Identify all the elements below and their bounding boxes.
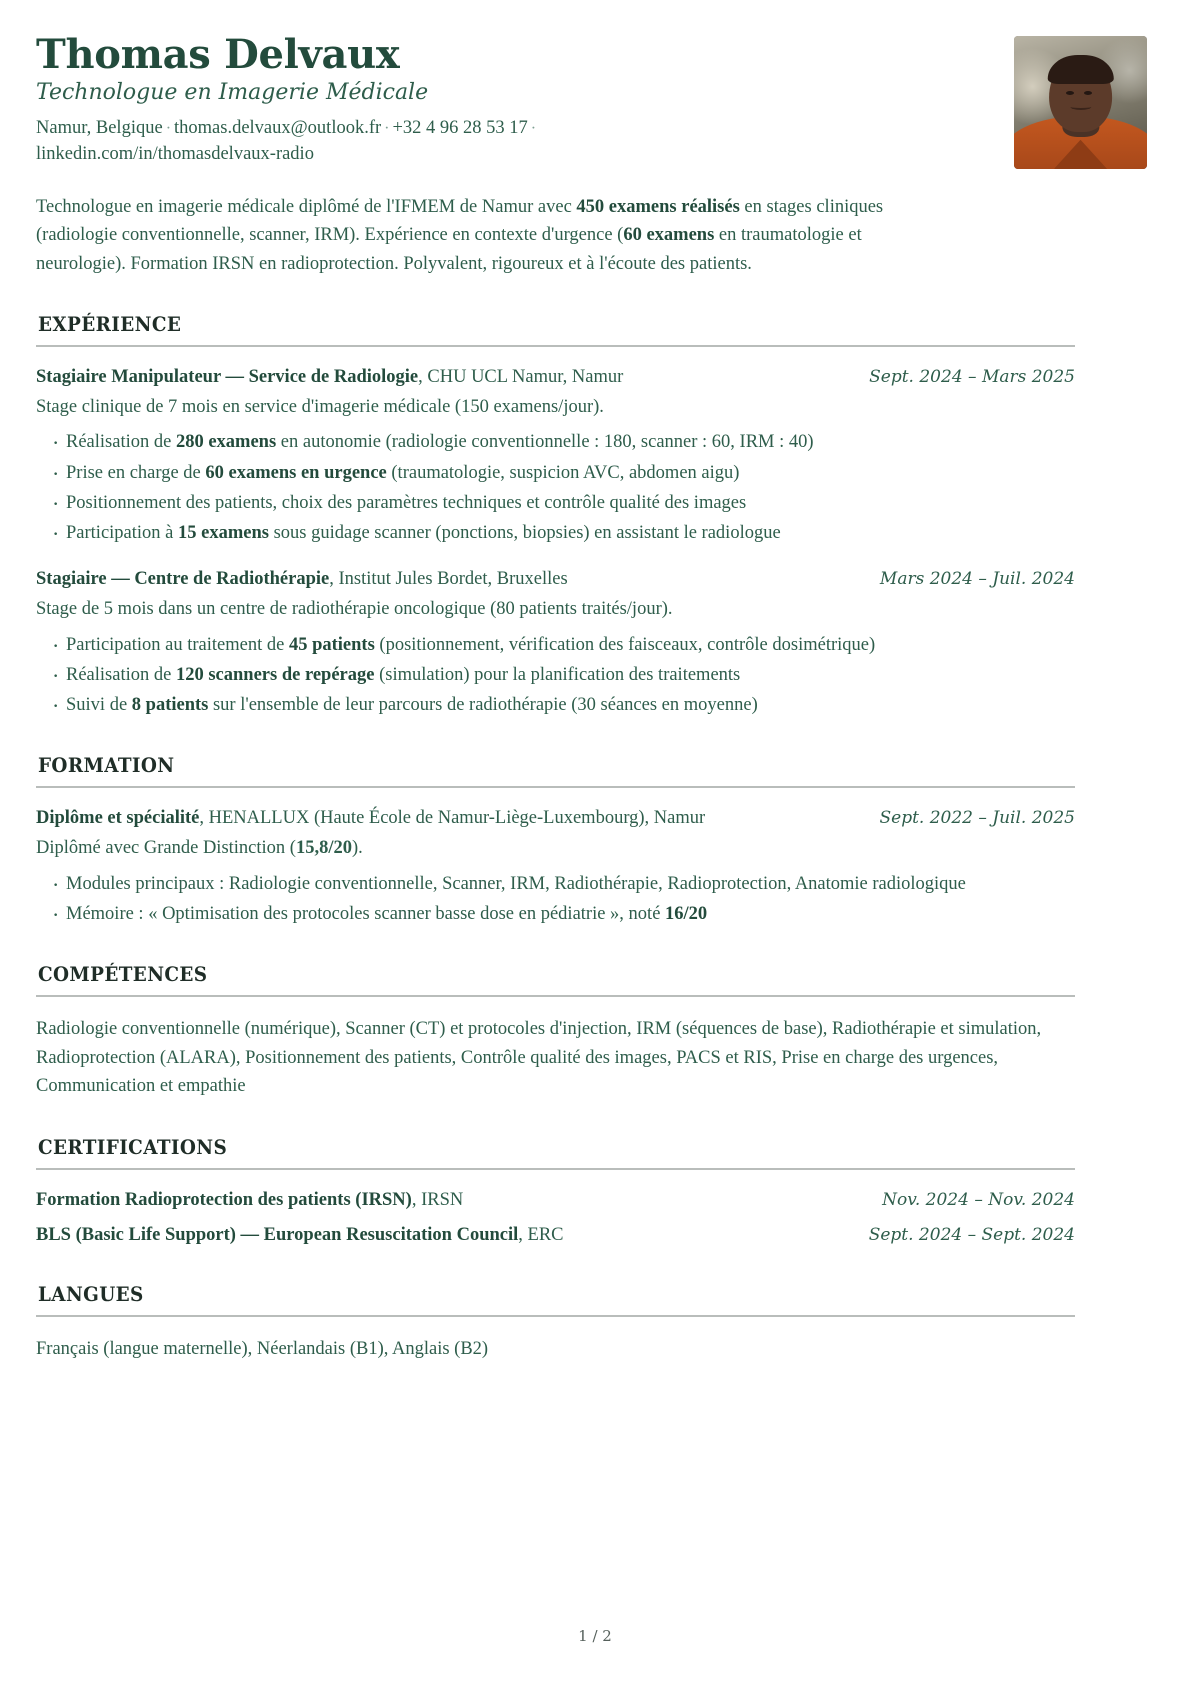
section-heading-languages: LANGUES <box>38 1281 144 1306</box>
bullet-text-pre: Mémoire : « Optimisation des protocoles scanner basse dose en pédiatrie », noté <box>66 903 666 924</box>
certification-name: BLS (Basic Life Support) — European Resuscitation Council <box>36 1224 519 1245</box>
photo-smile <box>1070 104 1091 111</box>
experience-bullet-list <box>36 631 1075 719</box>
section-languages <box>36 1282 1075 1364</box>
certification-issuer: , IRSN <box>411 1189 464 1210</box>
section-heading-certifications: CERTIFICATIONS <box>38 1134 228 1159</box>
bullet-highlight: 120 scanners de repérage <box>175 664 375 685</box>
skills-text: Radiologie conventionnelle (numérique), Scanner (CT) et protocoles d'injection, IRM (séquences de base), Radiothérapie et simulation, Radioprotection (ALARA), Positionnement des patients, Contrôle qualité des images, PACS et RIS, Prise en charge des urgences, Communication et empathie <box>36 1018 1042 1097</box>
education-entry <box>36 806 1075 928</box>
summary-text-2: en stages cliniques (radiologie conventionnelle, scanner, IRM). Expérience en contexte d'urgence ( <box>36 197 884 246</box>
contact-separator-1: · <box>165 119 172 137</box>
section-heading-experience: EXPÉRIENCE <box>38 311 182 336</box>
bullet-text-post: (positionnement, vérification des faisceaux, contrôle dosimétrique) <box>374 634 876 655</box>
summary-text-3: en traumatologie et neurologie). Formation IRSN en radioprotection. Polyvalent, rigoureux et à l'écoute des patients. <box>36 225 862 274</box>
summary-highlight-2: 60 examens <box>623 225 715 246</box>
experience-bullet-list <box>36 428 1075 546</box>
summary-text-1: Technologue en imagerie médicale diplômé de l'IFMEM de Namur avec <box>36 197 577 218</box>
list-item <box>36 661 1075 689</box>
bullet-highlight: 60 examens en urgence <box>205 462 387 483</box>
experience-entry <box>36 365 1075 547</box>
professional-summary <box>36 193 936 277</box>
bullet-text-pre: Participation à <box>66 522 178 543</box>
photo-eye-left <box>1066 91 1074 95</box>
list-item <box>36 631 1075 659</box>
experience-title-line <box>36 567 568 592</box>
education-school: , HENALLUX (Haute École de Namur-Liège-Luxembourg), Namur <box>199 807 706 828</box>
section-divider-languages <box>36 1315 1075 1317</box>
experience-date: Mars 2024 – Juil. 2024 <box>879 568 1075 589</box>
resume-header <box>36 31 1075 167</box>
profile-photo <box>1014 36 1147 169</box>
bullet-text-pre: Participation au traitement de <box>66 634 289 655</box>
candidate-name: Thomas Delvaux <box>36 31 400 78</box>
bullet-text-pre: Réalisation de <box>66 432 176 453</box>
languages-text: Français (langue maternelle), Néerlandais (B1), Anglais (B2) <box>36 1338 489 1359</box>
bullet-text-pre: Prise en charge de <box>66 462 206 483</box>
education-title-line <box>36 806 705 831</box>
bullet-highlight: 280 examens <box>175 432 277 453</box>
section-heading-education: FORMATION <box>38 752 175 777</box>
section-divider-education <box>36 786 1075 788</box>
contact-linkedin[interactable]: linkedin.com/in/thomasdelvaux-radio <box>36 144 314 165</box>
certification-date: Sept. 2024 – Sept. 2024 <box>868 1224 1075 1245</box>
experience-company: , Institut Jules Bordet, Bruxelles <box>329 568 568 589</box>
section-certifications <box>36 1135 1075 1248</box>
section-experience <box>36 312 1075 719</box>
list-item <box>36 900 1075 928</box>
education-bullet-list <box>36 870 1075 928</box>
certification-name: Formation Radioprotection des patients (IRSN) <box>36 1189 412 1210</box>
education-description-post: ). <box>351 837 363 858</box>
bullet-text-post: sur l'ensemble de leur parcours de radiothérapie (30 séances en moyenne) <box>208 694 758 715</box>
education-description <box>36 835 1075 862</box>
experience-description: Stage clinique de 7 mois en service d'imagerie médicale (150 examens/jour). <box>36 396 604 417</box>
certification-issuer: , ERC <box>518 1224 564 1245</box>
section-divider-certifications <box>36 1168 1075 1170</box>
list-item <box>36 519 1075 547</box>
section-skills <box>36 962 1075 1101</box>
bullet-text-post: (traumatologie, suspicion AVC, abdomen aigu) <box>386 462 740 483</box>
contact-separator-3: · <box>530 119 537 137</box>
list-item <box>36 428 1075 456</box>
education-description-pre: Diplômé avec Grande Distinction ( <box>36 837 296 858</box>
contact-separator-2: · <box>384 119 390 137</box>
education-grade: 15,8/20 <box>295 837 352 858</box>
experience-role: Stagiaire Manipulateur — Service de Radiologie <box>36 366 419 387</box>
section-education <box>36 753 1075 928</box>
experience-entry-header <box>36 567 1075 592</box>
certification-title-line <box>36 1223 564 1248</box>
contact-email[interactable]: thomas.delvaux@outlook.fr <box>174 117 382 138</box>
certification-title-line <box>36 1188 463 1213</box>
experience-description: Stage de 5 mois dans un centre de radiothérapie oncologique (80 patients traités/jour). <box>36 598 673 619</box>
bullet-highlight: 8 patients <box>131 694 209 715</box>
certification-date: Nov. 2024 – Nov. 2024 <box>882 1189 1075 1210</box>
education-degree: Diplôme et spécialité <box>36 807 200 828</box>
bullet-text-pre: Positionnement des patients, choix des paramètres techniques et contrôle qualité des images <box>66 492 747 513</box>
section-heading-skills: COMPÉTENCES <box>38 961 208 986</box>
bullet-text-post: en autonomie (radiologie conventionnelle : 180, scanner : 60, IRM : 40) <box>276 432 814 453</box>
list-item <box>36 489 1075 517</box>
contact-location: Namur, Belgique <box>36 117 163 138</box>
list-item <box>36 459 1075 487</box>
bullet-text-pre: Suivi de <box>66 694 132 715</box>
page-footer: 1 / 2 <box>578 1627 612 1645</box>
bullet-highlight: 45 patients <box>288 634 375 655</box>
summary-highlight-1: 450 examens réalisés <box>576 197 740 218</box>
experience-entry-header <box>36 365 1075 390</box>
bullet-text-pre: Réalisation de <box>66 664 176 685</box>
education-date: Sept. 2022 – Juil. 2025 <box>879 807 1075 828</box>
bullet-text-post: sous guidage scanner (ponctions, biopsies) en assistant le radiologue <box>268 522 781 543</box>
candidate-job-title: Technologue en Imagerie Médicale <box>36 80 429 106</box>
experience-date: Sept. 2024 – Mars 2025 <box>869 366 1075 387</box>
experience-entry <box>36 567 1075 719</box>
photo-eye-right <box>1084 91 1092 95</box>
education-entry-header <box>36 806 1075 831</box>
experience-title-line <box>36 365 623 390</box>
section-divider-skills <box>36 995 1075 997</box>
experience-company: , CHU UCL Namur, Namur <box>418 366 624 387</box>
contact-line <box>36 115 676 168</box>
contact-phone[interactable]: +32 4 96 28 53 17 <box>392 117 528 138</box>
bullet-highlight: 15 examens <box>178 522 269 543</box>
bullet-text-post: (simulation) pour la planification des traitements <box>374 664 741 685</box>
bullet-text-pre: Modules principaux : Radiologie conventionnelle, Scanner, IRM, Radiothérapie, Radioprotection, Anatomie radiologique <box>66 873 966 894</box>
section-divider-experience <box>36 345 1075 347</box>
bullet-highlight: 16/20 <box>665 903 708 924</box>
list-item <box>36 870 1075 898</box>
list-item <box>36 691 1075 719</box>
experience-role: Stagiaire — Centre de Radiothérapie <box>36 568 330 589</box>
certification-entry <box>36 1188 1075 1213</box>
certification-entry <box>36 1223 1075 1248</box>
